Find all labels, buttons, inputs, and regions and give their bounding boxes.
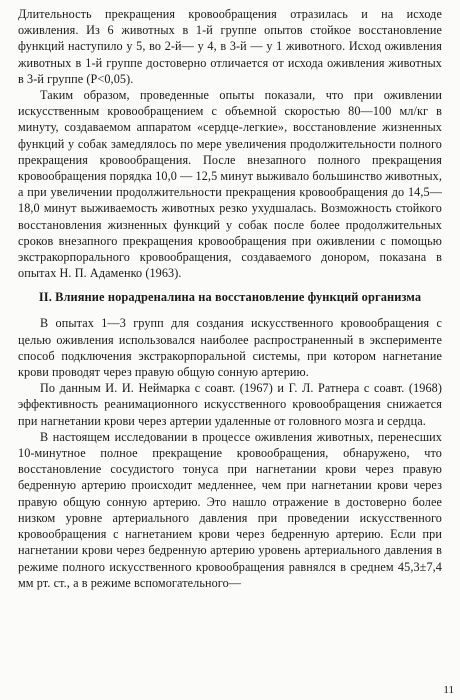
paragraph-method: В опытах 1—3 групп для создания искусственного кровообращения с целью оживления использовался наиболее распространенный в эксперименте способ подключения экстракорпоральной системы, при котором нагнетание крови проводят через правую общую сонную артерию. (18, 316, 442, 380)
paragraph-findings: В настоящем исследовании в процессе оживления животных, перенесших 10-минутное полное прекращение кровообращения, обнаружено, что восстановление сосудистого тонуса при нагнетании крови через правую бедренную артерию происходит медленнее, чем при нагнетании крови через правую общую сонную артерию. Это нашло отражение в достоверно более низком уровне артериального давления при проведении искусственного кровообращения с нагнетанием крови через бедренную артерию. Если при нагнетании крови через бедренную артерию уровень артериального давления в режиме полного искусственного кровообращения равнялся в среднем 45,3±7,4 мм рт. ст., а в режиме вспомогательного— (18, 429, 442, 590)
paragraph-citations: По данным И. И. Неймарка с соавт. (1967) и Г. Л. Ратнера с соавт. (1968) эффективность реанимационного искусственного кровообращения снижается при нагнетании крови через артерии удаленные от головного мозга и сердца. (18, 381, 442, 428)
paragraph-conclusion: Таким образом, проведенные опыты показали, что при оживлении искусственным кровообращением с объемной скоростью 80—100 мл/кг в минуту, создаваемом аппаратом «сердце-легкие», восстановление жизненных функций у собак замедлялось по мере увеличения продолжительности полного прекращения кровообращения. После внезапного полного прекращения кровообращения порядка 10,0 — 12,5 минут выживало большинство животных, а при увеличении продолжительности прекращения кровообращения до 14,5—18,0 минут выживаемость животных резко ухудшалась. Возможность стойкого восстановления жизненных функций у собак после более продолжительных сроков внезапного прекращения кровообращения при оживлении с помощью экстракорпорального кровообращения, создаваемого донором, показана в опытах Н. П. Адаменко (1963). (18, 88, 442, 281)
paragraph-survival-outcome: Длительность прекращения кровообращения отразилась и на исходе оживления. Из 6 животных в 1-й группе опытов стойкое восстановление функций наступило у 5, во 2-й— у 4, в 3-й — у 1 животного. Исход оживления животных в 1-й группе достоверно отличается от исхода оживления животных в 3-й группе (Р<0,05). (18, 7, 442, 86)
page-number: 11 (443, 684, 454, 696)
document-body (18, 6, 442, 591)
section-heading: II. Влияние норадреналина на восстановление функций организма (38, 290, 422, 305)
